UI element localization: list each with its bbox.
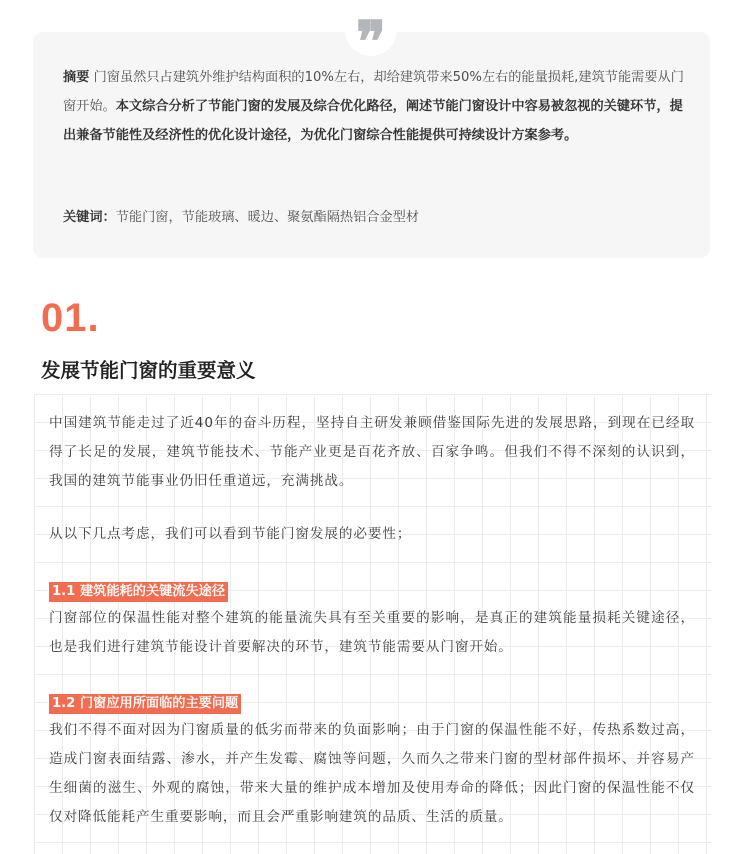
quote-mark-icon: ❞ [355,9,387,75]
paragraph-1-1: 门窗部位的保温性能对整个建筑的能量流失具有至关重要的影响，是真正的建筑能量损耗关键途径，也是我们进行建筑节能设计首要解决的环节，建筑节能需要从门窗开始。 [49,610,695,655]
quote-badge [345,4,397,75]
section-title: 发展节能门窗的重要意义 [41,359,256,382]
keywords-text: 节能门窗，节能玻璃、暖边、聚氨酯隔热铝合金型材 [115,210,420,225]
section-number: 01. [41,296,100,340]
abstract-label: 摘要 [63,70,90,85]
abstract-text [63,63,687,150]
paragraph-intro: 中国建筑节能走过了近40年的奋斗历程，坚持自主研发兼顾借鉴国际先进的发展思路，到现在已经取得了长足的发展，建筑节能技术、节能产业更是百花齐放、百家争鸣。但我们不得不深刻的认识到，我国的建筑节能事业仍旧任重道远，充满挑战。 [49,415,695,489]
paragraph-reasons: 从以下几点考虑，我们可以看到节能门窗发展的必要性； [49,526,412,542]
subheading-1-2: 1.2 门窗应用所面临的主要问题 [49,694,241,714]
subheading-1-1: 1.1 建筑能耗的关键流失途径 [49,582,228,602]
paragraph-1-2: 我们不得不面对因为门窗质量的低劣而带来的负面影响；由于门窗的保温性能不好，传热系数过高，造成门窗表面结露、渗水，并产生发霉、腐蚀等问题，久而久之带来门窗的型材部件损坏、并容易产生细菌的滋生、外观的腐蚀，带来大量的维护成本增加及使用寿命的降低；因此门窗的保温性能不仅仅对降低能耗产生重要影响，而且会严重影响建筑的品质、生活的质量。 [49,722,695,825]
keywords [63,203,683,232]
keywords-label: 关键词： [63,210,116,225]
abstract-normal-text: 门窗虽然只占建筑外维护结构面积的10%左右，却给建筑带来50%左右的能量损耗,建筑节能需要从门窗开始。 [63,70,684,114]
abstract-bold-text: 本文综合分析了节能门窗的发展及综合优化路径，阐述节能门窗设计中容易被忽视的关键环节，提出兼备节能性及经济性的优化设计途径，为优化门窗综合性能提供可持续设计方案参考。 [63,99,683,143]
